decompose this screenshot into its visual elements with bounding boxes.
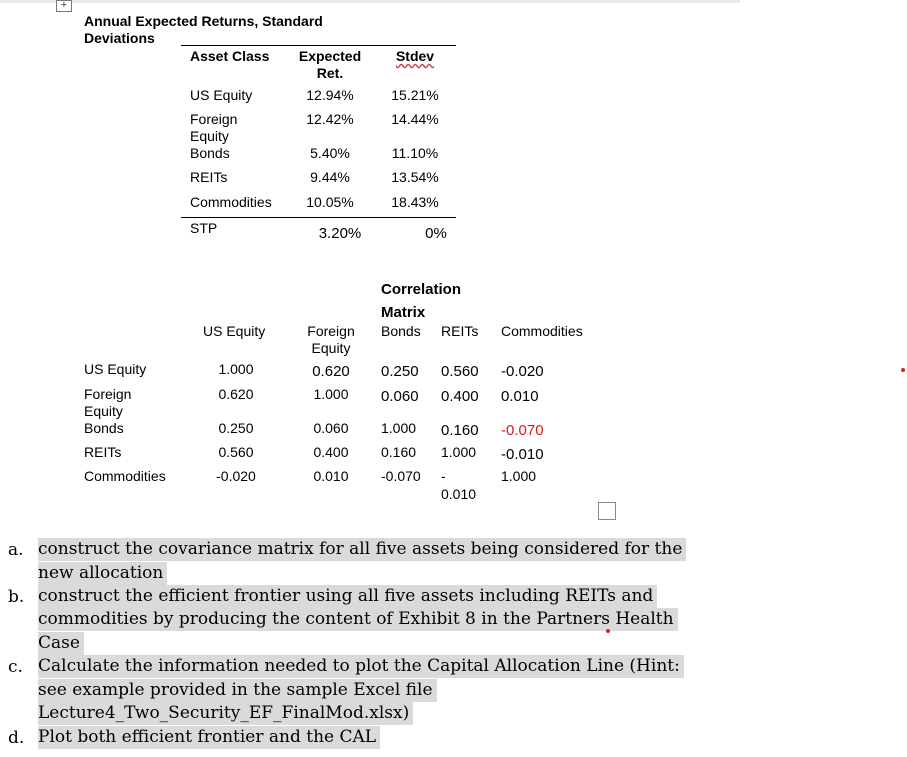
row-label: Foreign (84, 386, 132, 402)
corr-cell: - (441, 468, 446, 484)
row-name: REITs (190, 169, 228, 185)
corr-cell: 1.000 (313, 386, 349, 402)
corr-cell: 1.000 (218, 361, 254, 377)
row-ret: 9.44% (310, 169, 350, 185)
red-dot-marker (606, 629, 610, 633)
col-header: REITs (441, 323, 479, 339)
col-header: Bonds (381, 323, 421, 339)
stp-name: STP (190, 220, 218, 236)
corr-cell: 0.560 (218, 444, 254, 460)
correlation-title-line1: Correlation (381, 281, 462, 298)
move-handle-icon[interactable]: + (56, 0, 72, 12)
question-line: construct the efficient frontier using all five assets including REITs and (38, 585, 657, 608)
row-stdev: 13.54% (391, 169, 439, 185)
corr-cell: 0.250 (381, 363, 419, 380)
col-header: Commodities (501, 323, 583, 339)
question-letter: d. (8, 728, 25, 748)
stp-stdev: 0% (425, 225, 447, 242)
row-ret: 12.94% (306, 87, 354, 103)
question-line: construct the covariance matrix for all five assets being considered for the (38, 538, 686, 561)
red-dot-marker (901, 368, 905, 372)
returns-table-title-line1: Annual Expected Returns, Standard (84, 13, 323, 29)
row-ret: 5.40% (310, 145, 350, 161)
question-line: see example provided in the sample Excel file (38, 679, 437, 702)
corr-cell: 0.400 (441, 388, 479, 405)
header-expected-line1: Expected (298, 48, 362, 64)
question-letter: a. (8, 540, 24, 560)
corr-cell: 0.010 (501, 388, 539, 405)
question-line: Plot both efficient frontier and the CAL (38, 726, 380, 749)
question-line: Calculate the information needed to plot the Capital Allocation Line (Hint: (38, 655, 684, 678)
corr-cell: -0.020 (501, 363, 544, 380)
row-stdev: 18.43% (391, 194, 439, 210)
corr-cell: 0.250 (218, 420, 254, 436)
row-label: REITs (84, 444, 122, 460)
corr-cell: -0.010 (501, 446, 544, 463)
row-name: US Equity (190, 87, 253, 103)
row-label: US Equity (84, 361, 147, 377)
corr-cell: 1.000 (441, 444, 477, 460)
question-letter: b. (8, 587, 25, 607)
corr-cell: -0.020 (216, 468, 256, 484)
corr-cell: 0.620 (312, 363, 350, 380)
corr-cell-wrapped: 0.010 (441, 486, 477, 502)
row-stdev: 15.21% (391, 87, 439, 103)
row-name: Commodities (190, 194, 272, 210)
question-letter: c. (8, 657, 23, 677)
question-line: Lecture4_Two_Security_EF_FinalMod.xlsx) (38, 702, 413, 725)
corr-cell: 0.060 (313, 420, 349, 436)
question-line: Case (38, 632, 84, 655)
header-asset-class: Asset Class (190, 48, 270, 64)
col-header-line2: Equity (311, 340, 351, 356)
corr-cell: 0.400 (313, 444, 349, 460)
row-ret: 12.42% (306, 111, 354, 127)
row-name: Bonds (190, 145, 230, 161)
row-name: Foreign (190, 111, 238, 127)
row-name-line2: Equity (190, 128, 229, 144)
header-stdev: Stdev (395, 48, 435, 64)
row-stdev: 14.44% (391, 111, 439, 127)
header-expected-line2: Ret. (316, 65, 344, 81)
question-line: commodities by producing the content of Exhibit 8 in the Partners Health (38, 608, 678, 631)
corr-cell: 1.000 (381, 420, 417, 436)
table-top-rule (181, 45, 456, 46)
correlation-title-line2: Matrix (381, 304, 426, 321)
corr-cell: -0.070 (381, 468, 421, 484)
returns-table-title-line2: Deviations (84, 30, 155, 46)
corr-cell: 0.620 (218, 386, 254, 402)
corr-cell: 0.010 (313, 468, 349, 484)
corr-cell: 1.000 (501, 468, 537, 484)
checkbox-icon[interactable] (598, 502, 616, 520)
corr-cell-highlight: -0.070 (501, 422, 544, 439)
row-label: Commodities (84, 468, 166, 484)
col-header: Foreign (307, 323, 355, 339)
col-header: US Equity (203, 323, 266, 339)
row-stdev: 11.10% (391, 145, 439, 161)
corr-cell: 0.160 (381, 444, 417, 460)
table-bottom-rule (181, 217, 456, 218)
row-label: Bonds (84, 420, 124, 436)
corr-cell: 0.560 (441, 363, 479, 380)
question-line: new allocation (38, 562, 167, 585)
row-label-line2: Equity (84, 403, 123, 419)
row-ret: 10.05% (306, 194, 354, 210)
stp-ret: 3.20% (318, 225, 362, 242)
corr-cell: 0.160 (441, 422, 479, 439)
corr-cell: 0.060 (381, 388, 419, 405)
top-border-line (0, 0, 740, 3)
